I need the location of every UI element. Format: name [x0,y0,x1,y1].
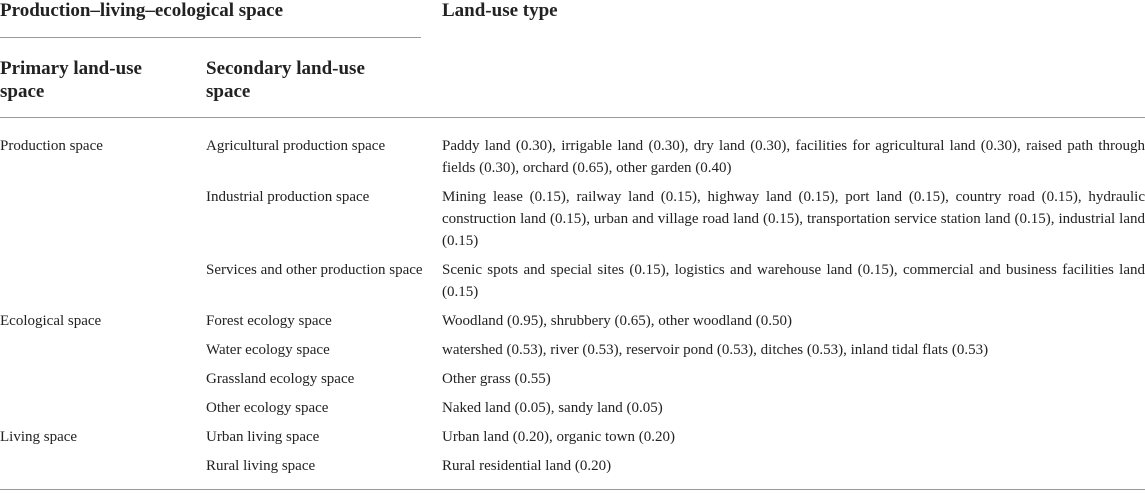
landuse-cell: Woodland (0.95), shrubbery (0.65), other woodland (0.50) [442,313,792,329]
table-row [0,310,1145,332]
secondary-cell: Agricultural production space [206,138,386,154]
secondary-cell: Rural living space [206,458,316,474]
table-row [0,339,1145,361]
primary-cell: Production space [0,138,103,154]
secondary-cell: Grassland ecology space [206,371,355,387]
landuse-cell: Rural residential land (0.20) [442,458,612,474]
table-header-top [0,0,1145,36]
landuse-cell: Scenic spots and special sites (0.15), logistics and warehouse land (0.15), commercial and business facilities land (0.15) [442,262,1145,300]
primary-cell: Living space [0,429,78,445]
header-divider [0,117,1145,118]
secondary-cell: Urban living space [206,429,320,445]
table-row [0,426,1145,448]
primary-cell: Ecological space [0,313,102,329]
secondary-column-title: Secondary land-use space [206,58,365,102]
landuse-cell: Naked land (0.05), sandy land (0.05) [442,400,663,416]
table-row [0,259,1145,303]
landuse-column-title: Land-use type [442,0,558,21]
primary-cell [0,186,206,252]
table-row [0,368,1145,390]
secondary-cell: Water ecology space [206,342,330,358]
primary-column-title: Primary land-use space [0,58,142,102]
table-row [0,186,1145,252]
secondary-cell: Other ecology space [206,400,329,416]
secondary-cell: Forest ecology space [206,313,332,329]
landuse-cell: Paddy land (0.30), irrigable land (0.30), dry land (0.30), facilities for agricultural land (0.30), raised path through fields (0.30), orchard (0.65), other garden (0.40) [442,138,1145,176]
table-body [0,135,1145,477]
table-row [0,455,1145,477]
secondary-cell: Industrial production space [206,189,370,205]
landuse-cell: watershed (0.53), river (0.53), reservoir pond (0.53), ditches (0.53), inland tidal flats (0.53) [442,342,989,358]
secondary-cell: Services and other production space [206,262,423,278]
primary-cell [0,339,206,361]
primary-cell [0,455,206,477]
landuse-cell: Mining lease (0.15), railway land (0.15), highway land (0.15), port land (0.15), country road (0.15), hydraulic construction land (0.15), urban and village road land (0.15), transportation service station land (0.15), industrial land (0.15) [442,189,1145,249]
landuse-cell: Urban land (0.20), organic town (0.20) [442,429,675,445]
header-group-divider [0,37,421,38]
landuse-cell: Other grass (0.55) [442,371,551,387]
column-group-title: Production–living–ecological space [0,0,284,21]
table-bottom-rule [0,489,1145,490]
table-row [0,397,1145,419]
primary-cell [0,259,206,303]
primary-cell [0,397,206,419]
primary-cell [0,368,206,390]
table-row [0,135,1145,179]
